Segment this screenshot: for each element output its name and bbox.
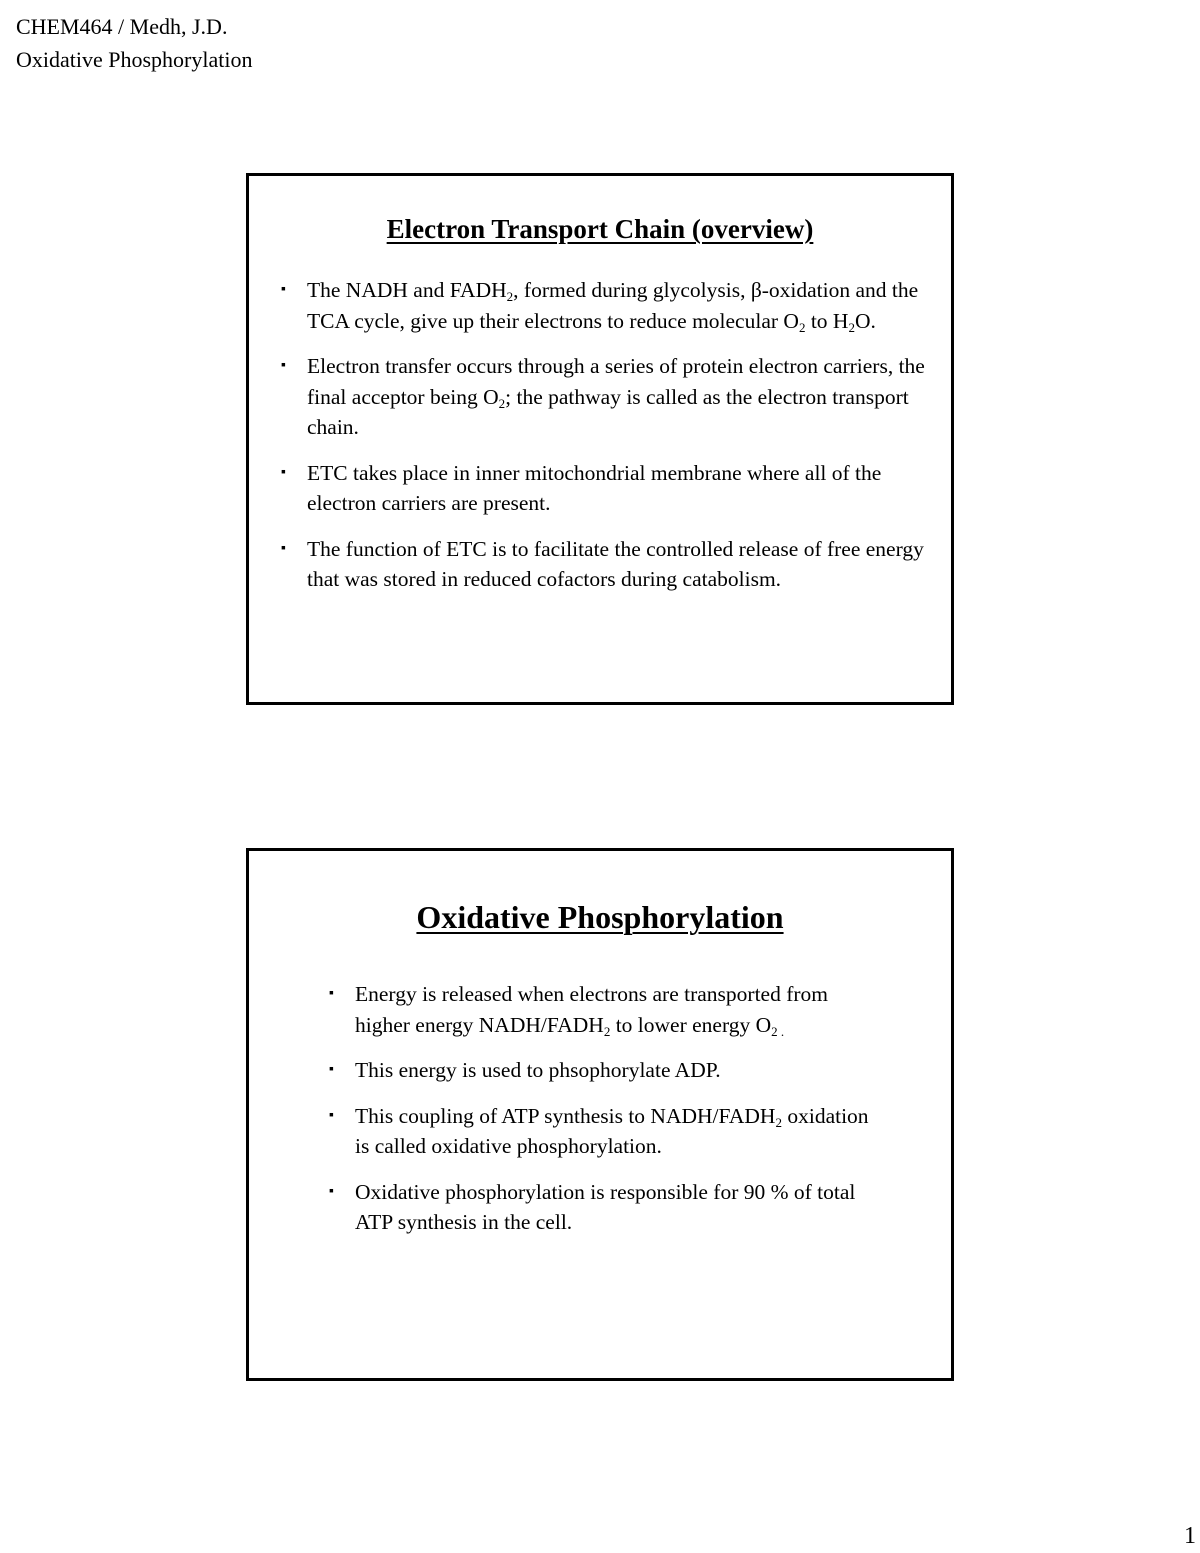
subscript: 2 — [506, 289, 514, 304]
bullet-marker-icon: ▪ — [281, 540, 286, 556]
bullet-item — [327, 1101, 887, 1162]
bullet-text: Oxidative phosphorylation is responsible for 90 % of total ATP synthesis in the cell. — [355, 1179, 856, 1234]
slide-oxidative-phosphorylation — [246, 848, 954, 1381]
subscript: 2 . — [771, 1023, 785, 1039]
bullet-marker-icon: ▪ — [329, 1062, 334, 1077]
page-number: 1 — [1184, 1523, 1196, 1549]
subscript: 2 — [498, 395, 506, 411]
bullet-item — [279, 351, 929, 443]
bullet-marker-icon: ▪ — [329, 1107, 334, 1123]
bullet-item — [279, 534, 929, 595]
course-line: CHEM464 / Medh, J.D. — [16, 14, 228, 39]
subscript: 2 — [775, 1114, 782, 1130]
bullet-item — [279, 275, 929, 336]
bullet-text: The NADH and $FADH_2$, formed during glycolysis, β-oxidation and the TCA cycle, give up their electrons to reduce molecular $O_2$ to $H_2O$. — [307, 278, 919, 335]
bullet-text: The function of ETC is to facilitate the controlled release of free energy that was stored in reduced cofactors during catabolism. — [307, 536, 924, 591]
subscript: 2 — [848, 319, 855, 335]
bullet-item — [279, 458, 929, 519]
bullet-list — [327, 979, 887, 1253]
subscript: 2 — [603, 1023, 611, 1039]
bullet-marker-icon: ▪ — [329, 986, 334, 1001]
subscript: 2 — [798, 319, 806, 335]
slide-etc-overview — [246, 173, 954, 705]
bullet-list — [279, 275, 929, 610]
bullet-marker-icon: ▪ — [281, 282, 286, 297]
bullet-text: This coupling of ATP synthesis to NADH/$FADH_2$ oxidation is called oxidative phosphorylation. — [355, 1103, 869, 1158]
bullet-marker-icon: ▪ — [281, 358, 286, 373]
bullet-text: ETC takes place in inner mitochondrial membrane where all of the electron carriers are present. — [307, 460, 882, 515]
bullet-text: Energy is released when electrons are transported from higher energy NADH/$FADH_2$ to lower energy $O_{2 .}$ — [355, 982, 829, 1039]
bullet-item — [327, 1177, 887, 1238]
bullet-marker-icon: ▪ — [281, 464, 286, 480]
slide-title: Oxidative Phosphorylation — [416, 899, 784, 935]
topic-line: Oxidative Phosphorylation — [16, 47, 253, 72]
bullet-item — [327, 1055, 887, 1086]
page-header — [16, 10, 252, 76]
bullet-marker-icon: ▪ — [329, 1183, 334, 1199]
slide-title: Electron Transport Chain (overview) — [386, 214, 814, 244]
bullet-text: Electron transfer occurs through a series of protein electron carriers, the final acceptor being $O_2$; the pathway is called as the electron transport chain. — [307, 354, 925, 439]
bullet-text: This energy is used to phsophorylate ADP. — [355, 1058, 721, 1082]
bullet-item — [327, 979, 887, 1040]
